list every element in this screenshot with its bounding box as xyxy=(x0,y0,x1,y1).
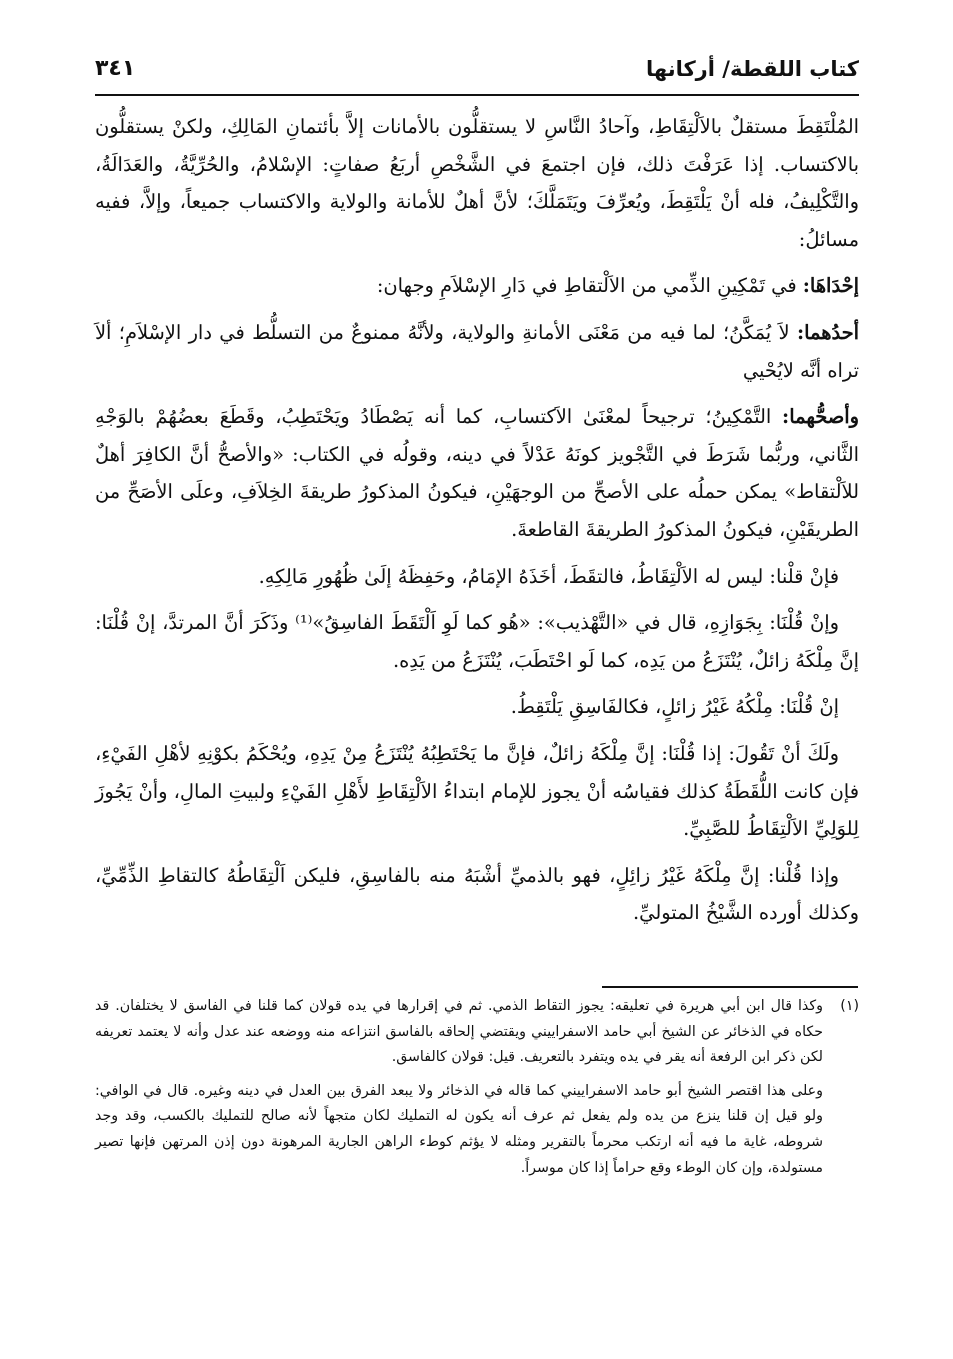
paragraph-text: وإذا قُلْنا: إنَّ مِلْكَهُ غَيْرُ زائِلٍ، فهو بالذميِّ أشْبَهُ منه بالفاسِقِ، فليكن اَلْتِقَاطُهُ كالتقاطِ الذِّمِّيِّ، وكذلك أورده الشَّيْخُ المتوليِّ. xyxy=(95,863,859,925)
paragraph-text: فإنْ قلْنا: ليس له الاَلْتِقَاطُ، فالتقَطَ، أخَذَهُ الإمَامُ، وحَفِظَهُ إلَىٰ ظُهُورِ مَالِكِهِ. xyxy=(258,564,839,588)
running-head: كتاب اللقطة/ أركانها xyxy=(645,57,859,81)
paragraph-lead: وأصحُّهما: xyxy=(782,405,859,429)
paragraph-text: المُلْتَقِطَ مستقلٌ بالاَلْتِقَاطِ، وآحادُ النَّاسِ لا يستقلُّون بالأمانات إلاَّ بأئتمانِ المَالِكِ، ولكنْ يستقلُّون بالاكتساب. إذا عَرَفْتَ ذلك، فإن اجتمعَ في الشَّخْصِ أربَعُ صفاتٍ: الإسْلامُ، والحُرِّيَّةُ، والعَدَالَةُ، والتَّكْلِيفُ، فله أنْ يَلْتَقِطَ، ويُعرِّفَ ويَتَمَلَّكَ؛ لأنَّ أهلٌ للأمانة والولاية والاكتساب جميعاً، وإلاَّ، ففيه مسائلُ: xyxy=(95,115,859,251)
paragraph xyxy=(95,604,859,679)
main-text xyxy=(95,108,859,941)
paragraph-text: وإنْ قُلْنَا: بِجَوَازِهِ، قال في «التَّهْذيب»: «هُو كما لَوِ اَلْتَقَطَ الفاسِقُ»⁽¹⁾ وذَكَرَ أنَّ المرتدَّ، إنْ قُلْنَا: إنَّ مِلْكَهُ زائلٌ، يُنْتَزَعُ من يَدِه، كما لَو احْتَطَبَ، يُنْتَزَعُ من يَدِه. xyxy=(95,611,859,672)
paragraph xyxy=(95,314,859,389)
paragraph xyxy=(95,857,859,932)
footnote-paragraph: وعلى هذا اقتصر الشيخ أبو حامد الاسفراييني كما قاله في الذخائر ولا يبعد الفرق بين العدل في دينه وغيره. قال في الوافي: ولو قيل إن قلنا ينزع من يده ولم يفعل ثم عرف أنه يكون له التمليك لكان متجهاً لأنه صالح للتمليك بالكسب، وقد وجد شروطه، غاية ما فيه أنه ارتكب محرماً بالتقرير ومثله لا يؤثم كوطء الراهن الجارية المرهونة دون إذن المرتهن فإنها تصير مستولدة، وإن كان الوطء وقع حراماً إذا كان موسراً. xyxy=(95,1082,823,1176)
paragraph-lead: إحْدَاهَا: xyxy=(802,274,859,298)
page-header xyxy=(95,52,859,92)
paragraph xyxy=(95,108,859,258)
paragraph-text: ولَكَ أنْ تَقُولَ: إذا قُلْنَا: إنَّ مِلْكَهُ زائلٌ، فإنَّ ما يَحْتَطِبُهُ يُنْتَزَعُ مِنْ يَدِهِ، ويُحْكَمُ بكوْنِهِ لأهْلِ الفَيْءِ، فإن كانت اللُّقَطَةُ كذلك فقياسُه أنْ يجوز للإمام ابتداءُ الاَلْتِقَاطِ لأَهْلِ الفَيْءِ ولبيتِ المالِ، وأنْ يَجُوزَ لِلوَلِيِّ الاَلْتِقَاطُ للصَّبِيِّ. xyxy=(95,741,859,841)
footnote-paragraph: وكذا قال ابن أبي هريرة في تعليقه: يجوز التقاط الذمي. ثم في إقرارها في يده قولان كما قلنا في الفاسق لا يختلفان. قد حكاه في الذخائر عن الشيخ أبي حامد الاسفراييني ويقتضي إلحاقه بالفاسق انتزاعه منه ووضعه عند عدل وأنه لا يعتمد تعريفه لكن ذكر ابن الرفعة أنه يقر في يده ويتفرد بالتعريف. قيل: قولان كالفاسق. xyxy=(95,998,823,1066)
paragraph xyxy=(95,267,859,305)
paragraph xyxy=(95,558,859,596)
footnotes xyxy=(95,994,859,1191)
footnote xyxy=(95,994,859,1181)
paragraph xyxy=(95,688,859,726)
footnote-mark: (١) xyxy=(840,998,859,1014)
paragraph xyxy=(95,735,859,848)
page-number: ٣٤١ xyxy=(95,56,136,81)
paragraph-text: إنْ قُلْنَا: مِلْكُهُ غَيْرُ زائلٍ، فكالفَاسِقِ يَلْتَقِطُ. xyxy=(510,695,839,719)
header-rule xyxy=(95,94,859,96)
footnote-rule xyxy=(602,986,858,988)
paragraph-lead: أحدُهما: xyxy=(796,320,859,344)
paragraph-text: لاَ يُمَكَّنُ؛ لما فيه من مَعْنَى الأمانةِ والولاية، ولأنَّهُ ممنوعٌ من التسلُّط في دار الإسْلاَمِ؛ ألاَ تراه أنَّه لايُحْيي xyxy=(95,320,859,382)
paragraph-text: التَّمْكِينُ؛ ترجيحاً لمعْنَىٰ الاَكتسابِ، كما أنه يَصْطَادُ ويَحْتَطِبُ، وقَطَعَ بعضُهُمْ بالوَجْهِ الثَّاني، وربُّما شَرَطَ في التَّجْويز كونَهُ عَدْلاً في دينه، وقولُه في الكتاب: «والأصحُّ أنَّ الكافِرَ أهلٌ للاَلْتقاط» يمكن حملُه على الأصحِّ من الوجهَيْنِ، فيكونُ المذكورُ طريقةَ الخِلاَفِ، وعلَى الأصَحِّ من الطريقَيْنِ، فيكونُ المذكورُ الطريقةَ القاطعةَ. xyxy=(95,405,859,541)
paragraph xyxy=(95,398,859,548)
paragraph-text: في تَمْكِينِ الذِّمي من الاَلْتقاطِ في دَارِ الإسْلاَمِ وجهان: xyxy=(376,274,803,298)
